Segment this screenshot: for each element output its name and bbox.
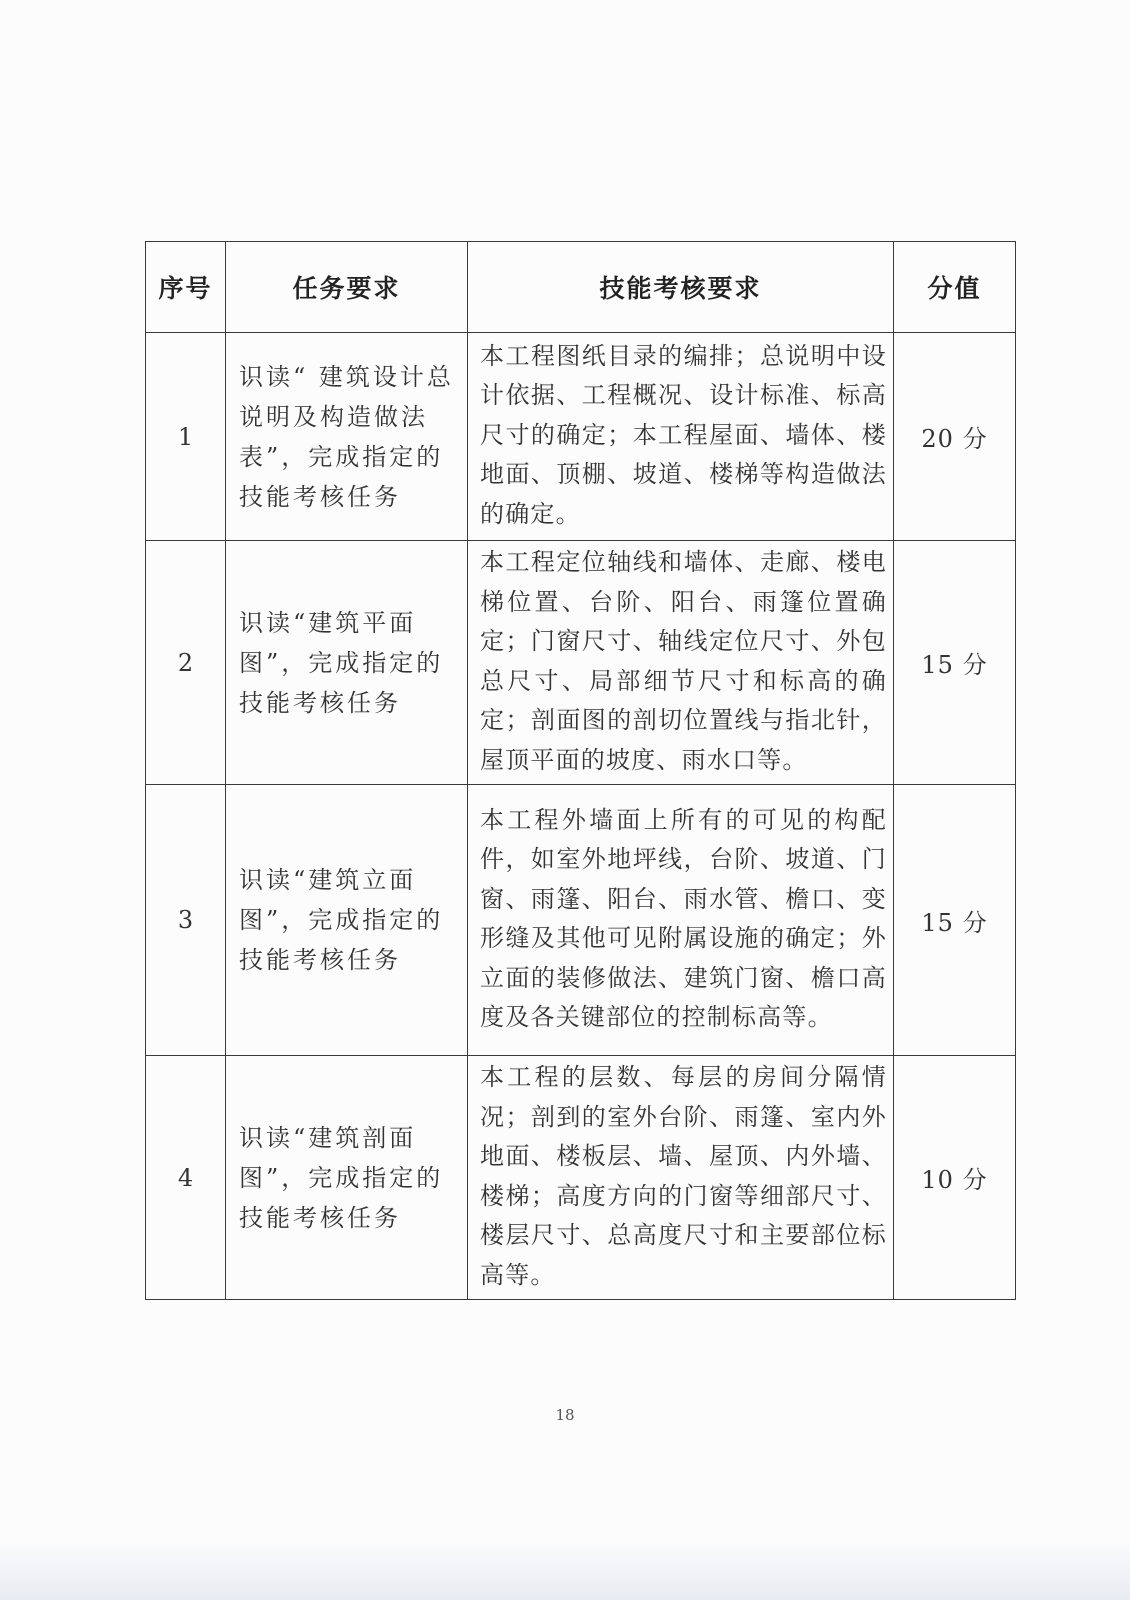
table-row bbox=[146, 785, 1016, 1056]
table-row bbox=[146, 1056, 1016, 1300]
table-row bbox=[146, 333, 1016, 541]
header-score: 分值 bbox=[894, 242, 1016, 333]
skill-requirement: 本工程外墙面上所有的可见的构配件，如室外地坪线，台阶、坡道、门窗、雨篷、阳台、雨水管、檐口、变形缝及其他可见附属设施的确定；外立面的装修做法、建筑门窗、檐口高度及各关键部位的控制标高等。 bbox=[468, 785, 894, 1056]
task-requirement: 识读“建筑立面图”，完成指定的技能考核任务 bbox=[226, 785, 468, 1056]
skill-requirement: 本工程定位轴线和墙体、走廊、楼电梯位置、台阶、阳台、雨篷位置确定；门窗尺寸、轴线定位尺寸、外包总尺寸、局部细节尺寸和标高的确定；剖面图的剖切位置线与指北针，屋顶平面的坡度、雨水口等。 bbox=[468, 541, 894, 785]
row-number: 3 bbox=[146, 785, 226, 1056]
score-value: 15 分 bbox=[894, 785, 1016, 1056]
header-skill: 技能考核要求 bbox=[468, 242, 894, 333]
skill-requirement: 本工程图纸目录的编排；总说明中设计依据、工程概况、设计标准、标高尺寸的确定；本工程屋面、墙体、楼地面、顶棚、坡道、楼梯等构造做法的确定。 bbox=[468, 333, 894, 541]
table-row bbox=[146, 541, 1016, 785]
score-value: 15 分 bbox=[894, 541, 1016, 785]
table-header-row bbox=[146, 242, 1016, 333]
scan-shadow bbox=[0, 1540, 1130, 1600]
row-number: 4 bbox=[146, 1056, 226, 1300]
row-number: 2 bbox=[146, 541, 226, 785]
score-value: 10 分 bbox=[894, 1056, 1016, 1300]
header-task: 任务要求 bbox=[226, 242, 468, 333]
task-requirement: 识读“ 建筑设计总说明及构造做法表”，完成指定的技能考核任务 bbox=[226, 333, 468, 541]
score-value: 20 分 bbox=[894, 333, 1016, 541]
row-number: 1 bbox=[146, 333, 226, 541]
header-no: 序号 bbox=[146, 242, 226, 333]
task-requirement: 识读“建筑剖面图”，完成指定的技能考核任务 bbox=[226, 1056, 468, 1300]
skill-assessment-table bbox=[145, 241, 1016, 1300]
skill-requirement: 本工程的层数、每层的房间分隔情况；剖到的室外台阶、雨篷、室内外地面、楼板层、墙、屋顶、内外墙、楼梯；高度方向的门窗等细部尺寸、楼层尺寸、总高度尺寸和主要部位标高等。 bbox=[468, 1056, 894, 1300]
task-requirement: 识读“建筑平面图”，完成指定的技能考核任务 bbox=[226, 541, 468, 785]
page-number: 18 bbox=[555, 1406, 575, 1424]
